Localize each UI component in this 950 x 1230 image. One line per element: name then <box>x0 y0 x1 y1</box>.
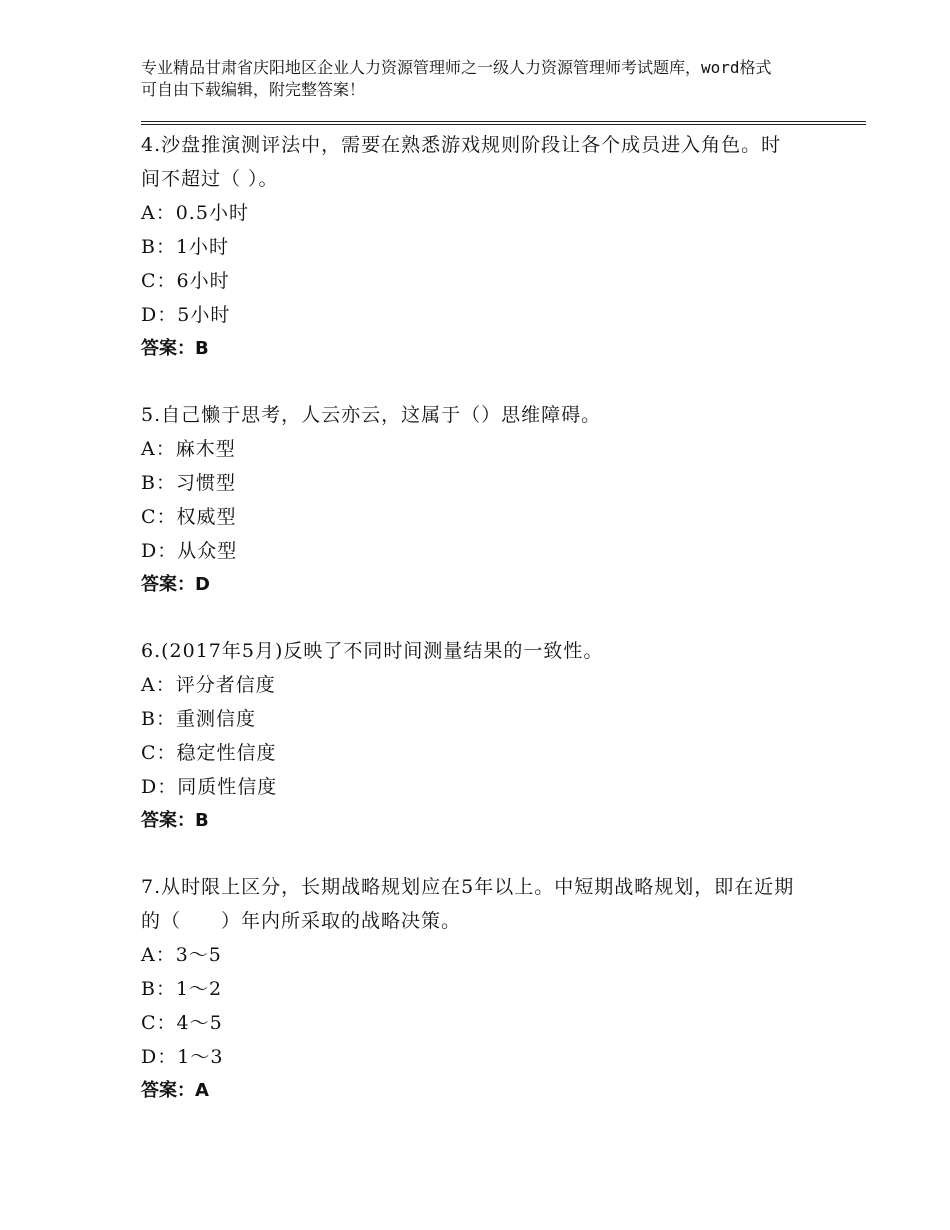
document-header <box>141 57 781 101</box>
option-b: B：1小时 <box>141 236 230 258</box>
option-c: C：稳定性信度 <box>141 742 277 764</box>
option-a: A：0.5小时 <box>141 202 249 224</box>
question-item <box>141 398 801 602</box>
answer-label: 答案：B <box>141 810 209 831</box>
option-b: B：习惯型 <box>141 472 236 494</box>
question-item <box>141 870 801 1108</box>
option-b: B：重测信度 <box>141 708 256 730</box>
question-item <box>141 128 801 366</box>
question-item <box>141 634 801 838</box>
header-divider <box>141 121 866 125</box>
answer-label: 答案：A <box>141 1080 209 1101</box>
question-stem: 5.自己懒于思考，人云亦云，这属于（）思维障碍。 <box>141 404 602 426</box>
option-c: C：权威型 <box>141 506 237 528</box>
question-stem: 7.从时限上区分，长期战略规划应在5年以上。中短期战略规划，即在近期的（ ）年内所采取的战略决策。 <box>141 876 795 932</box>
answer-label: 答案：D <box>141 574 210 595</box>
option-a: A：评分者信度 <box>141 674 276 696</box>
option-a: A：麻木型 <box>141 438 236 460</box>
question-stem: 6.(2017年5月)反映了不同时间测量结果的一致性。 <box>141 640 604 662</box>
option-c: C：4～5 <box>141 1012 223 1034</box>
document-title: 专业精品甘肃省庆阳地区企业人力资源管理师之一级人力资源管理师考试题库，word格式可自由下载编辑，附完整答案！ <box>141 58 772 99</box>
option-c: C：6小时 <box>141 270 230 292</box>
option-d: D：从众型 <box>141 540 238 562</box>
question-stem: 4.沙盘推演测评法中，需要在熟悉游戏规则阶段让各个成员进入角色。时间不超过（ ）。 <box>141 134 782 190</box>
question-list <box>141 128 801 1140</box>
option-d: D：5小时 <box>141 304 231 326</box>
option-b: B：1～2 <box>141 978 223 1000</box>
option-d: D：1～3 <box>141 1046 224 1068</box>
option-d: D：同质性信度 <box>141 776 278 798</box>
option-a: A：3～5 <box>141 944 222 966</box>
answer-label: 答案：B <box>141 338 209 359</box>
